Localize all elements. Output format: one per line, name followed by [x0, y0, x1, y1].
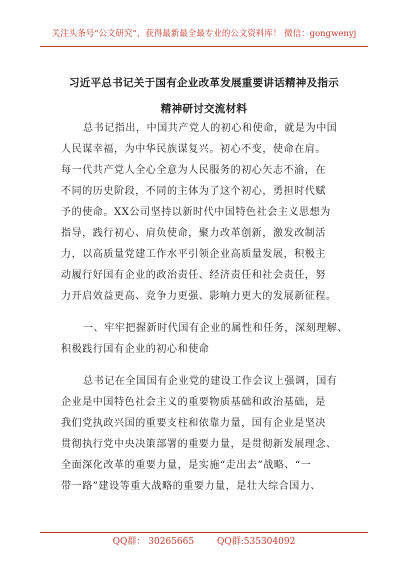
body-line: 动履行好国有企业的政治责任、经济责任和社会责任，努: [61, 270, 326, 281]
header-banner: 关注头条号“公文研究”，获得最新最全最专业的公文资料库！ 微信：gongwenyj: [51, 29, 357, 39]
document-title-line-2: 精神研讨交流材料: [160, 103, 248, 115]
body-line: 力，以高质量党建工作水平引领企业高质量发展，积极主: [61, 249, 326, 260]
section-heading-line: 积极践行国有企业的初心和使命: [61, 344, 210, 355]
body-line: 贯彻执行党中央决策部署的重要力量，是贯彻新发展理念、: [61, 439, 337, 450]
footer-qq-group-1: QQ群： 30265665: [112, 537, 195, 547]
body-line: 总书记在全国国有企业党的建设工作会议上强调，国有: [83, 376, 338, 387]
body-line: 全面深化改革的重要力量，是实施“走出去”战略、“一: [61, 460, 312, 471]
document-title: [40, 70, 368, 122]
section-heading-line: 一、牢牢把握新时代国有企业的属性和任务，深刻理解、: [83, 323, 348, 334]
body-line: 予的使命。XX公司坚持以新时代中国特色社会主义思想为: [61, 207, 331, 218]
body-line: 力开启效益更高、竞争力更强、影响力更大的发展新征程。: [61, 291, 337, 302]
body-line: 人民谋幸福，为中华民族谋复兴。初心不变，使命在肩。: [61, 144, 326, 155]
document-title-line-1: 习近平总书记关于国有企业改革发展重要讲话精神及指示: [69, 77, 339, 89]
body-line: 我们党执政兴国的重要支柱和依靠力量，国有企业是坚决: [61, 418, 326, 429]
footer-qq-group-2: QQ群:535304092: [216, 537, 296, 547]
body-line: 企业是中国特色社会主义的重要物质基础和政治基础，是: [61, 397, 326, 408]
body-line: 不同的历史阶段，不同的主体为了这个初心，勇担时代赋: [61, 186, 326, 197]
body-line: 带一路”建设等重大战略的重要力量，是壮大综合国力、: [61, 481, 322, 492]
body-line: 指导，践行初心、肩负使命，聚力改革创新，激发改制活: [61, 228, 326, 239]
body-line: 每一代共产党人全心全意为人民服务的初心矢志不渝，在: [61, 165, 326, 176]
footer-divider: [40, 532, 368, 533]
body-line: 总书记指出，中国共产党人的初心和使命，就是为中国: [83, 123, 338, 134]
footer: [0, 536, 408, 548]
header-divider: [40, 46, 368, 47]
